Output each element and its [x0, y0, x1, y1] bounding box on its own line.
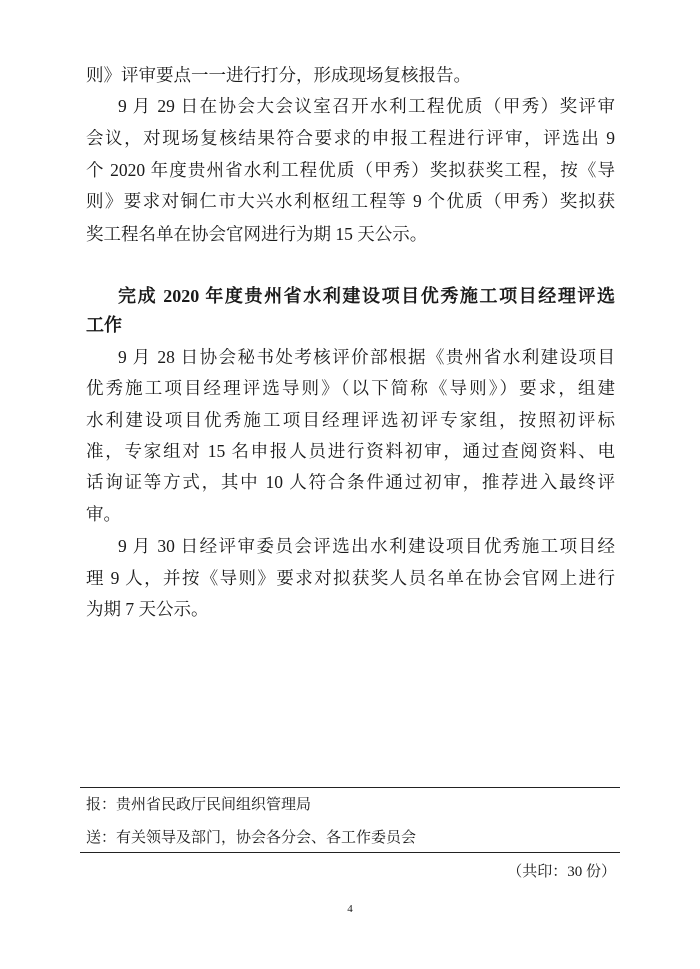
- paragraph-line: 审。: [86, 504, 121, 524]
- section-heading: 工作: [86, 315, 122, 335]
- paragraph-line: 9 月 28 日协会秘书处考核评价部根据《贵州省水利建设项目: [118, 347, 615, 367]
- paragraph-line: 会议，对现场复核结果符合要求的申报工程进行评审，评选出 9: [86, 128, 615, 148]
- page-number: 4: [347, 903, 353, 915]
- paragraph-line: 个 2020 年度贵州省水利工程优质（甲秀）奖拟获奖工程，按《导: [86, 160, 615, 180]
- paragraph-line: 则》要求对铜仁市大兴水利枢纽工程等 9 个优质（甲秀）奖拟获: [86, 191, 615, 211]
- paragraph-line: 9 月 29 日在协会大会议室召开水利工程优质（甲秀）奖评审: [118, 96, 615, 116]
- paragraph-line: 理 9 人，并按《导则》要求对拟获奖人员名单在协会官网上进行: [86, 568, 615, 588]
- section-heading: 完成 2020 年度贵州省水利建设项目优秀施工项目经理评选: [118, 286, 615, 306]
- paragraph-line: 为期 7 天公示。: [86, 599, 209, 619]
- paragraph-line: 水利建设项目优秀施工项目经理评选初评专家组，按照初评标: [86, 410, 615, 430]
- paragraph-line: 话询证等方式，其中 10 人符合条件通过初审，推荐进入最终评: [86, 472, 615, 492]
- paragraph-line: 9 月 30 日经评审委员会评选出水利建设项目优秀施工项目经: [118, 536, 615, 556]
- paragraph-line: 准，专家组对 15 名申报人员进行资料初审，通过查阅资料、电: [86, 441, 615, 461]
- print-copies: （共印：30 份）: [507, 864, 616, 880]
- send-to: 送：有关领导及部门，协会各分会、各工作委员会: [86, 830, 417, 846]
- paragraph-line: 优秀施工项目经理评选导则》（以下简称《导则》）要求，组建: [86, 378, 615, 398]
- report-to: 报：贵州省民政厅民间组织管理局: [86, 797, 312, 813]
- footer-bottom-rule: [80, 852, 620, 853]
- paragraph-line: 奖工程名单在协会官网进行为期 15 天公示。: [86, 224, 428, 244]
- paragraph-line: 则》评审要点一一进行打分，形成现场复核报告。: [86, 65, 471, 85]
- footer-top-rule: [80, 787, 620, 788]
